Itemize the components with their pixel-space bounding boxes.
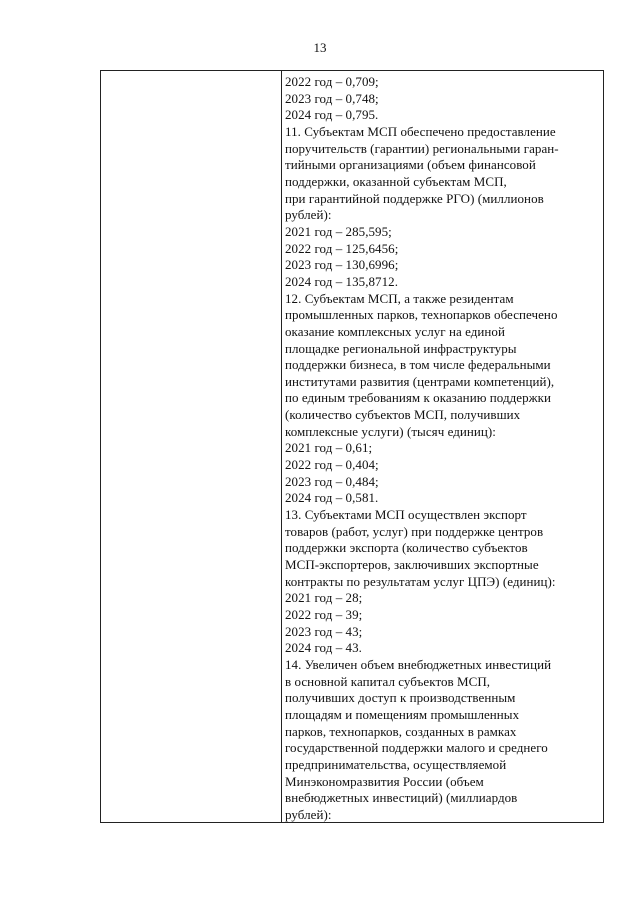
text-line: поддержки, оказанной субъектам МСП, (285, 173, 507, 189)
text-line: 2024 год – 135,8712. (285, 273, 398, 289)
text-line: контракты по результатам услуг ЦПЭ) (единиц): (285, 573, 556, 589)
text-line: 2023 год – 43; (285, 623, 363, 639)
text-line: поддержки экспорта (количество субъектов (285, 540, 528, 556)
text-line: площадке региональной инфраструктуры (285, 340, 517, 356)
text-line: тийными организациями (объем финансовой (285, 157, 536, 173)
text-line: 2024 год – 0,581. (285, 490, 379, 506)
text-line: парков, технопарков, созданных в рамках (285, 723, 517, 739)
text-line: 11. Субъектам МСП обеспечено предоставление (285, 123, 556, 139)
text-line: рублей): (285, 806, 332, 822)
text-line: 14. Увеличен объем внебюджетных инвестиций (285, 656, 552, 672)
document-table (100, 70, 604, 823)
text-line: при гарантийной поддержке РГО) (миллионов (285, 190, 544, 206)
text-line: 2024 год – 0,795. (285, 107, 379, 123)
table-left-cell (101, 71, 282, 822)
text-line: 2022 год – 0,709; (285, 74, 379, 89)
text-line: получивших доступ к производственным (285, 690, 516, 706)
text-line: 2024 год – 43. (285, 640, 362, 656)
text-line: институтами развития (центрами компетенций), (285, 373, 555, 389)
text-line: рублей): (285, 207, 332, 223)
page-number: 13 (313, 40, 327, 55)
text-line: поддержки бизнеса, в том числе федеральными (285, 357, 551, 373)
text-line: 2023 год – 130,6996; (285, 257, 399, 273)
text-line: Минэкономразвития России (объем (285, 773, 484, 789)
text-line: 13. Субъектами МСП осуществлен экспорт (285, 507, 527, 523)
text-line: промышленных парков, технопарков обеспечено (285, 307, 558, 323)
text-line: 2022 год – 125,6456; (285, 240, 399, 256)
text-line: по единым требованиям к оказанию поддержки (285, 390, 552, 406)
text-line: 2022 год – 0,404; (285, 457, 379, 473)
text-line: 2023 год – 0,484; (285, 473, 379, 489)
text-line: 2022 год – 39; (285, 607, 363, 622)
text-line: государственной поддержки малого и среднего (285, 740, 548, 756)
text-line: МСП-экспортеров, заключивших экспортные (285, 557, 539, 573)
text-line: оказание комплексных услуг на единой (285, 323, 505, 339)
text-line: площадям и помещениям промышленных (285, 706, 520, 722)
text-line: (количество субъектов МСП, получивших (285, 407, 521, 423)
text-line: в основной капитал субъектов МСП, (285, 673, 491, 689)
text-line: комплексные услуги) (тысяч единиц): (285, 423, 496, 439)
table-right-cell (285, 74, 601, 824)
text-line: 2023 год – 0,748; (285, 90, 379, 106)
text-line: внебюджетных инвестиций) (миллиардов (285, 790, 518, 806)
text-line: предпринимательства, осуществляемой (285, 756, 507, 772)
text-line: товаров (работ, услуг) при поддержке центров (285, 523, 544, 539)
text-line: 2021 год – 0,61; (285, 440, 373, 456)
text-line: поручительств (гарантии) региональными гаран- (285, 140, 559, 156)
text-line: 12. Субъектам МСП, а также резидентам (285, 290, 514, 306)
text-line: 2021 год – 28; (285, 590, 363, 606)
text-line: 2021 год – 285,595; (285, 223, 392, 239)
